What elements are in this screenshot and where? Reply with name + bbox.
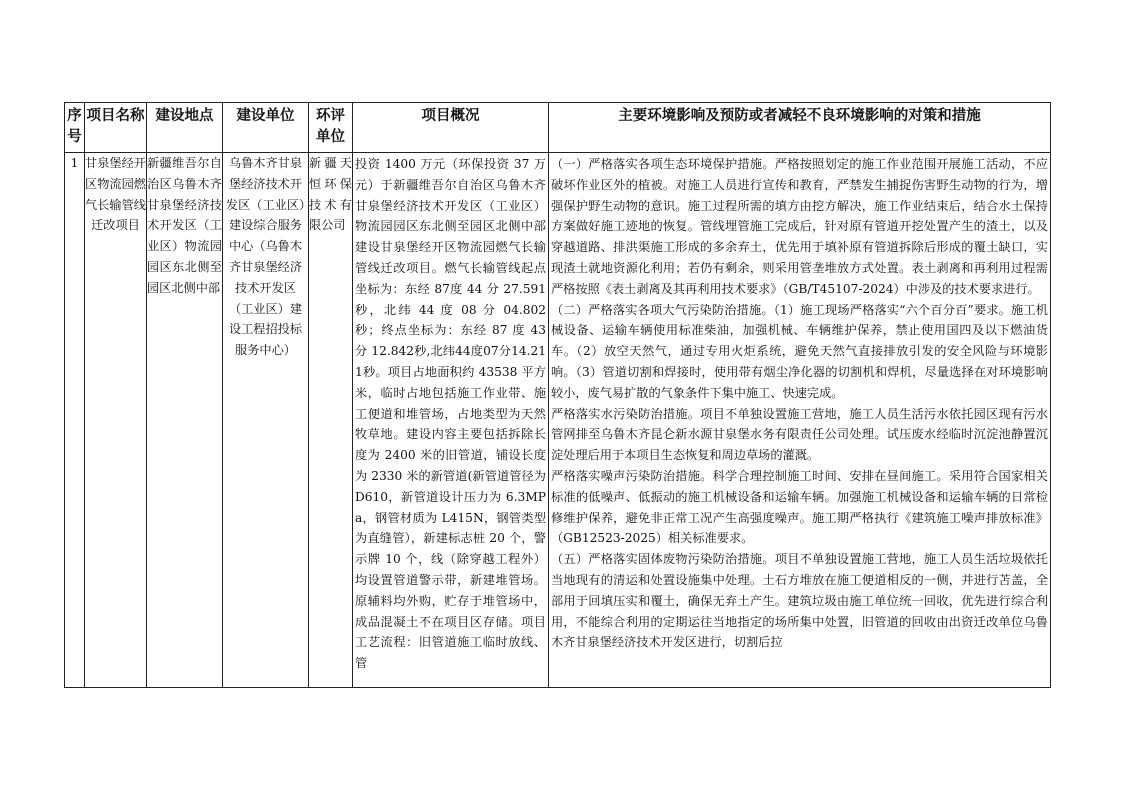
measure-ecology: （一）严格落实各项生态环境保护措施。严格按照划定的施工作业范围开展施工活动，不应破坏作业区外的植被。对施工人员进行宣传和教育，严禁发生捕捉伤害野生动物的行为，增强保护野生动物的意识。施工过程所需的填方由挖方解决，施工作业结束后，结合水土保持方案做好施工迹地的恢复。管线埋管施工完成后，针对原有管道开挖处置产生的渣土，以及穿越道路、排洪渠施工形成的多余弃土，优先用于填补原有管道拆除后形成的覆土缺口，实现渣土就地资源化利用；若仍有剩余，则采用管垄堆放方式处置。表土剥离和再利用过程需严格按照《表土剥离及其再利用技术要求》（GB/T45107-2024）中涉及的技术要求进行。	[551, 157, 1048, 296]
overview-text: 投资 1400 万元（环保投资 37 万元）于新疆维吾尔自治区乌鲁木齐甘泉堡经济技术开发区（工业区）物流园园区东北侧至园区北侧中部建设甘泉堡经开区物流园燃气长输管线迁改项目。燃气长输管线起点坐标为：东经 87度 44 分 27.591 秒，北纬 44 度 08 分 04.802 秒；终点坐标为：东经 87 度 43 分 12.842秒,北纬44度07分14.211秒。项目占地面积约 43538 平方米，临时占地包括施工作业带、施工便道和堆管场，占地类型为天然牧草地。建设内容主要包括拆除长度为 2400 米的旧管道，铺设长度为 2330 米的新管道(新管道管径为 D610，新管道设计压力为 6.3MPa，钢管材质为 L415N，钢管类型为直缝管），新建标志桩 20 个，警示牌 10 个，线（除穿越工程外）均设置管道警示带，新建堆管场。原辅料均外购，贮存于堆管场中，成品混凝土不在项目区存储。项目工艺流程：旧管道施工临时放线、管	[355, 157, 546, 671]
header-project-name: 项目名称	[85, 103, 147, 153]
header-overview: 项目概况	[353, 103, 549, 153]
cell-builder: 乌鲁木齐甘泉堡经济技术开发区（工业区）建设综合服务中心（乌鲁木齐甘泉堡经济技术开发区（工业区）建设工程招投标服务中心）	[223, 153, 309, 688]
header-measures: 主要环境影响及预防或者减轻不良环境影响的对策和措施	[549, 103, 1051, 153]
measure-noise: 严格落实噪声污染防治措施。科学合理控制施工时间、安排在昼间施工。采用符合国家相关标准的低噪声、低振动的施工机械设备和运输车辆。加强施工机械设备和运输车辆的日常检修维护保养，避免非正常工况产生高强度噪声。施工期严格执行《建筑施工噪声排放标准》（GB12523-2025）相关标准要求。	[551, 468, 1048, 546]
header-eia-unit: 环评单位	[309, 103, 353, 153]
measure-water: 严格落实水污染防治措施。项目不单独设置施工营地，施工人员生活污水依托园区现有污水管网排至乌鲁木齐昆仑新水源甘泉堡水务有限责任公司处理。试压废水经临时沉淀池静置沉淀处理后用于本项目生态恢复和周边草场的灌溉。	[551, 406, 1048, 463]
cell-measures	[549, 153, 1051, 688]
measure-solid-waste: （五）严格落实固体废物污染防治措施。项目不单独设置施工营地，施工人员生活垃圾依托当地现有的清运和处置设施集中处理。土石方堆放在施工便道相反的一侧，并进行苫盖，全部用于回填压实和覆土，确保无弃土产生。建筑垃圾由施工单位统一回收，优先进行综合利用，不能综合利用的定期运往当地指定的场所集中处置，旧管道的回收由出资迁改单位乌鲁木齐甘泉堡经济技术开发区进行，切割后拉	[551, 552, 1048, 650]
table-header-row	[65, 103, 1051, 153]
cell-eia-unit: 新疆天恒环保技术有限公司	[309, 153, 353, 688]
measure-air: （二）严格落实各项大气污染防治措施。（1）施工现场严格落实“六个百分百”要求。施工机械设备、运输车辆使用标准柴油，加强机械、车辆维护保养，禁止使用国四及以下燃油货车。（2）放空天然气，通过专用火炬系统，避免天然气直接排放引发的安全风险与环境影响。（3）管道切割和焊接时，使用带有烟尘净化器的切割机和焊机，尽量选择在对环境影响较小，废气易扩散的气象条件下集中施工、快速完成。	[551, 302, 1048, 400]
project-table	[64, 102, 1051, 688]
cell-location: 新疆维吾尔自治区乌鲁木齐甘泉堡经济技术开发区（工业区）物流园园区东北侧至园区北侧中部	[147, 153, 223, 688]
cell-seq: 1	[65, 153, 85, 688]
cell-project-name: 甘泉堡经开区物流园燃气长输管线迁改项目	[85, 153, 147, 688]
header-builder: 建设单位	[223, 103, 309, 153]
header-seq: 序号	[65, 103, 85, 153]
cell-overview	[353, 153, 549, 688]
header-location: 建设地点	[147, 103, 223, 153]
table-row	[65, 153, 1051, 688]
measures-body	[549, 153, 1050, 687]
